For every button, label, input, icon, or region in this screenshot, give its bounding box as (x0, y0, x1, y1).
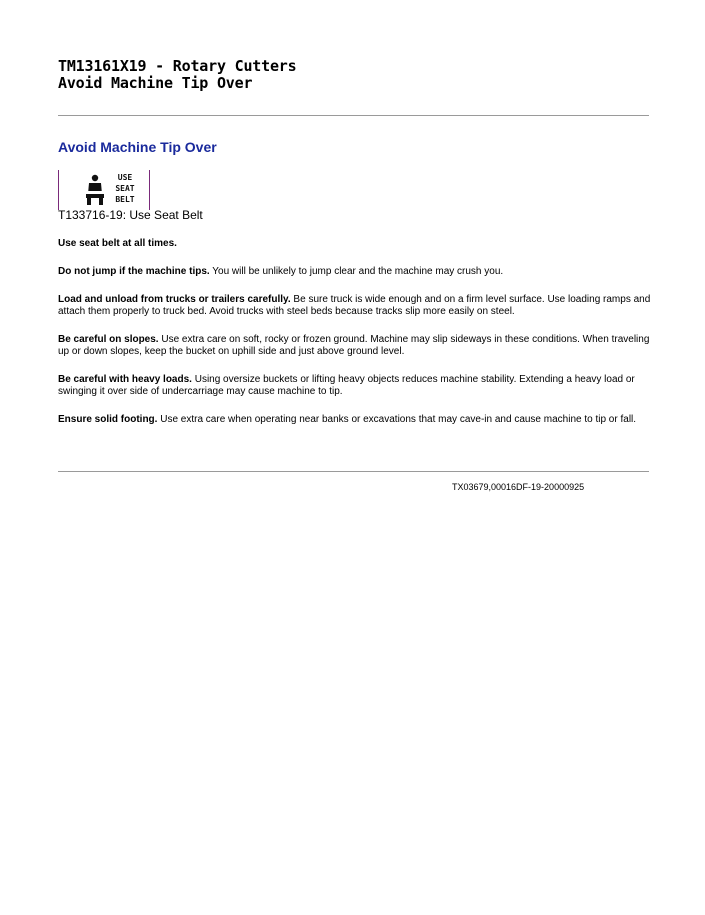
top-divider (58, 115, 649, 116)
paragraph-text: Be sure truck is wide enough and on a firm level surface. Use loading ramps and attach them properly to truck bed. Avoid trucks with steel beds because tracks slip more easily on steel. (58, 294, 651, 317)
paragraph-text: Use extra care on soft, rocky or frozen ground. Machine may slip sideways in these conditions. When traveling up or down slopes, keep the bucket on uphill side and just above ground level. (58, 334, 650, 357)
paragraph (58, 374, 653, 398)
paragraph-text: You will be unlikely to jump clear and the machine may crush you. (209, 266, 504, 277)
paragraph-lead: Be careful with heavy loads. (58, 374, 192, 385)
paragraph-lead: Use seat belt at all times. (58, 238, 177, 249)
paragraph (58, 334, 653, 358)
figure-label (112, 172, 138, 205)
figure-label-line: SEAT (115, 184, 135, 193)
paragraph-lead: Ensure solid footing. (58, 414, 158, 425)
manual-title: TM13161X19 - Rotary Cutters (58, 57, 297, 75)
seat-belt-figure (58, 170, 150, 210)
bottom-divider (58, 471, 649, 472)
document-header (58, 58, 296, 92)
paragraph (58, 294, 653, 318)
paragraph (58, 238, 653, 250)
document-code: TX03679,00016DF-19-20000925 (452, 482, 585, 492)
paragraph (58, 266, 653, 278)
figure-label-line: USE (117, 173, 133, 182)
paragraph-lead: Do not jump if the machine tips. (58, 266, 210, 277)
paragraph-text: Using oversize buckets or lifting heavy objects reduces machine stability. Extending a heavy load or swinging it over side of undercarriage may cause machine to tip. (58, 374, 635, 397)
paragraph-text: Use extra care when operating near banks or excavations that may cave-in and cause machine to tip or fall. (157, 414, 637, 425)
seat-belt-operator-icon (83, 174, 107, 206)
paragraph-lead: Load and unload from trucks or trailers carefully. (58, 294, 291, 305)
figure-label-line: BELT (115, 195, 135, 204)
paragraph (58, 414, 653, 426)
topic-title: Avoid Machine Tip Over (58, 74, 253, 92)
paragraph-lead: Be careful on slopes. (58, 334, 159, 345)
figure-caption: T133716-19: Use Seat Belt (58, 208, 203, 222)
section-title: Avoid Machine Tip Over (58, 139, 217, 155)
